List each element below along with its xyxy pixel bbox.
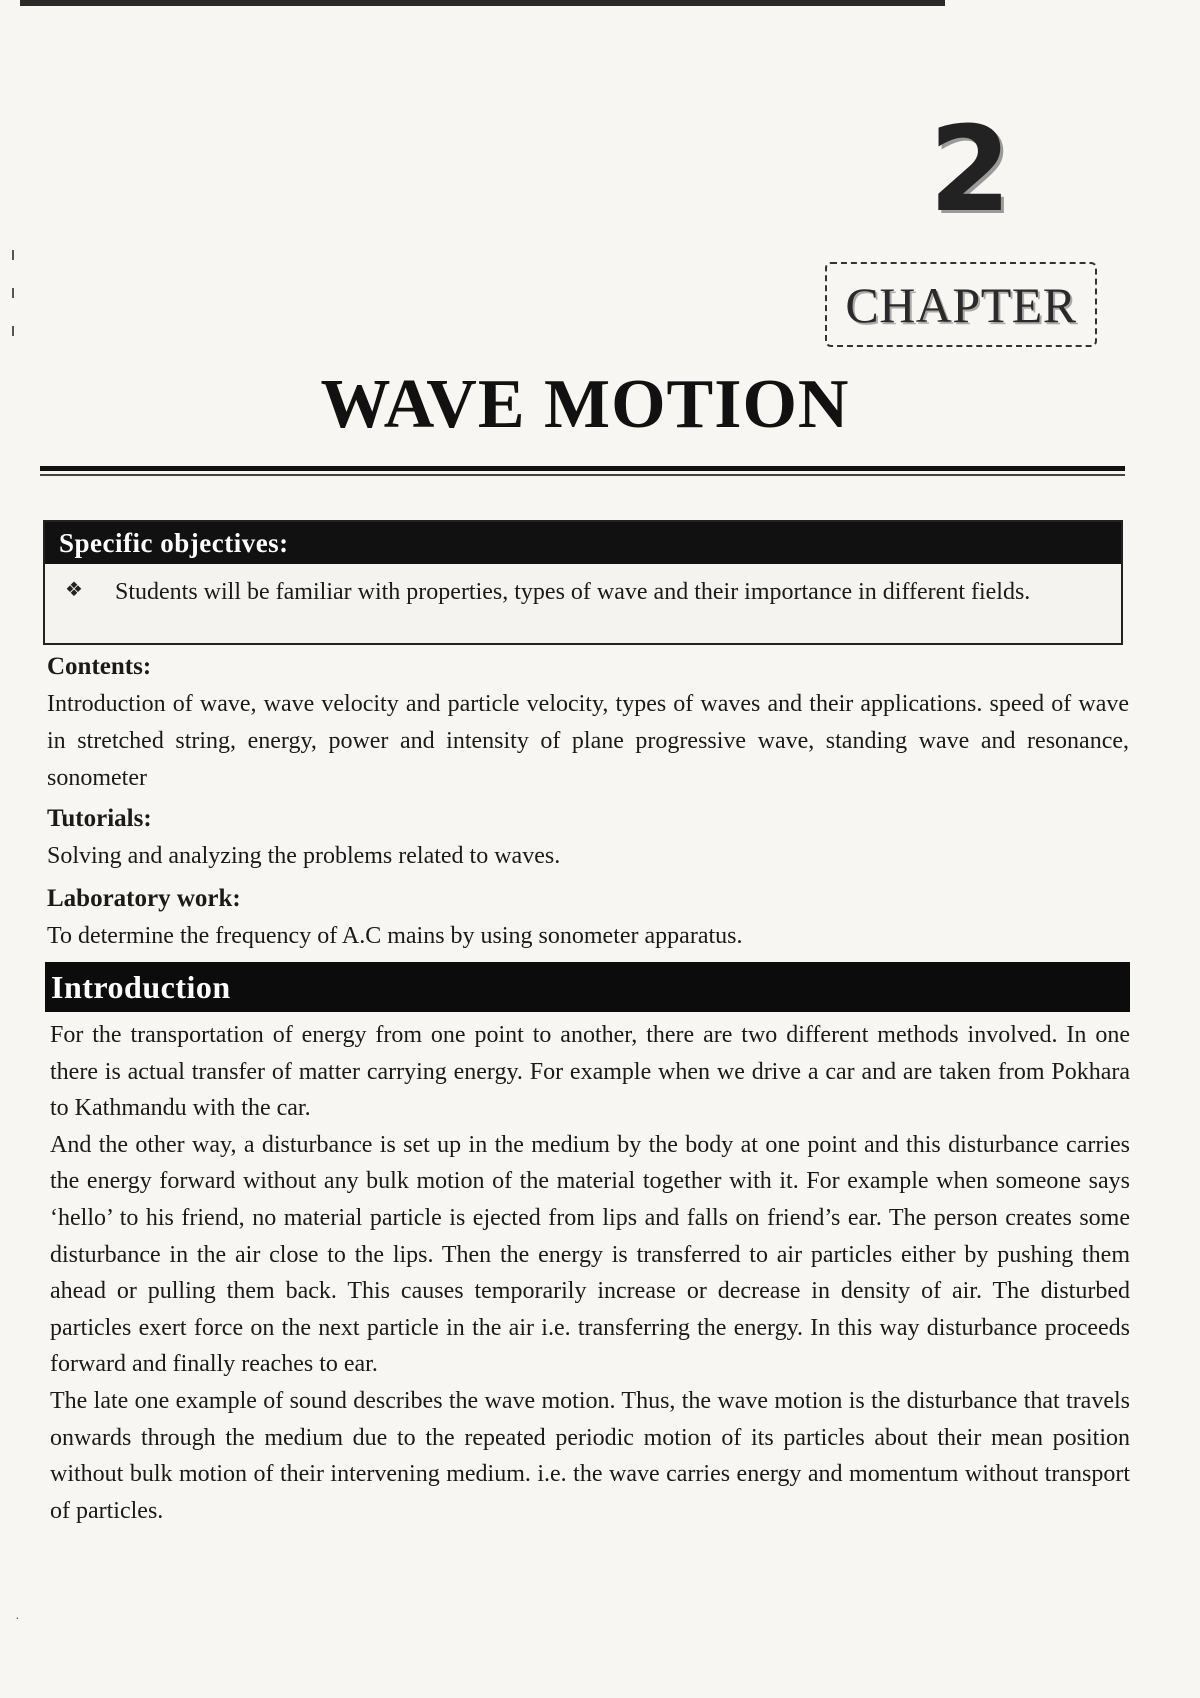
laboratory-heading: Laboratory work: (47, 885, 241, 912)
title-underline (40, 466, 1125, 471)
chapter-number: 2 (928, 100, 1012, 238)
objective-item (45, 564, 1121, 611)
contents-text: Introduction of wave, wave velocity and particle velocity, types of waves and their applications. speed of wave in stretched string, energy, power and intensity of plane progressive wave, standing wave and resonance, sonometer (47, 691, 1129, 791)
tutorials-heading: Tutorials: (47, 805, 152, 832)
objective-text: Students will be familiar with properties, types of wave and their importance in different fields. (115, 579, 1031, 605)
chapter-label: CHAPTER (845, 276, 1077, 333)
objectives-heading: Specific objectives: (45, 522, 1121, 564)
top-border-rule (20, 0, 945, 6)
laboratory-text: To determine the frequency of A.C mains by using sonometer apparatus. (47, 923, 743, 949)
page-edge-mark: · (15, 1612, 20, 1627)
introduction-paragraph: The late one example of sound describes the wave motion. Thus, the wave motion is the disturbance that travels onwards through the medium due to the repeated periodic motion of its particles about their mean position without bulk motion of their intervening medium. i.e. the wave carries energy and momentum without transport of particles. (50, 1387, 1130, 1524)
chapter-title: WAVE MOTION (320, 366, 850, 443)
tutorials-section (47, 800, 1129, 875)
diamond-bullet-icon: ❖ (65, 577, 83, 601)
binding-marks (12, 250, 16, 364)
laboratory-section (47, 880, 1129, 955)
introduction-paragraph: For the transportation of energy from one point to another, there are two different methods involved. In one there is actual transfer of matter carrying energy. For example when we drive a car and are taken from Pokhara to Kathmandu with the car. (50, 1022, 1130, 1122)
tutorials-text: Solving and analyzing the problems related to waves. (47, 843, 561, 869)
contents-section (47, 648, 1129, 797)
introduction-heading: Introduction (45, 962, 1130, 1012)
title-underline-thin (40, 474, 1125, 476)
chapter-label-box (825, 262, 1097, 347)
introduction-paragraph: And the other way, a disturbance is set up in the medium by the body at one point and this disturbance carries the energy forward without any bulk motion of the material together with it. For example when someone says ‘hello’ to his friend, no material particle is ejected from lips and falls on friend’s ear. The person creates some disturbance in the air close to the lips. Then the energy is transferred to air particles either by pushing them ahead or pulling them back. This causes temporarily increase or decrease in density of air. The disturbed particles exert force on the next particle in the air i.e. transferring the energy. In this way disturbance proceeds forward and finally reaches to ear. (50, 1131, 1130, 1378)
objectives-box (43, 520, 1123, 645)
contents-heading: Contents: (47, 653, 152, 680)
introduction-body (50, 1017, 1130, 1529)
